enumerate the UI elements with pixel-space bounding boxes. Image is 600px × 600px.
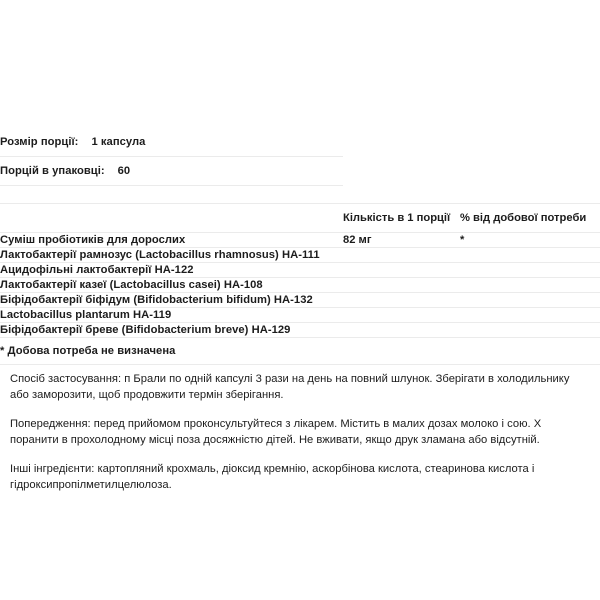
ingredient-daily-value [460, 293, 600, 308]
column-header-ingredient [0, 204, 343, 233]
serving-size-amount-spacer [343, 128, 460, 157]
ingredient-name: Лактобактерії рамнозус (Lactobacillus rhamnosus) HA-111 [0, 249, 320, 261]
ingredient-amount [343, 278, 460, 293]
warning-paragraph: Попередження: перед прийомом проконсультуйтеся з лікарем. Містить в малих дозах молоко і сою. Х поранити в прохолодному місці поза досяжністю дітей. Не вживати, якщо друк зламана або відсутній. [10, 418, 542, 446]
ingredient-name: Біфідобактерії бреве (Bifidobacterium breve) HA-129 [0, 324, 291, 336]
servings-per-container-cell [0, 157, 343, 186]
servings-per-container-value: 60 [117, 165, 131, 177]
ingredient-name: Ацидофільні лактобактерії HA-122 [0, 264, 194, 276]
ingredient-amount [343, 308, 460, 323]
footnote-dv-spacer [460, 338, 600, 365]
servings-dv-spacer [460, 157, 600, 186]
ingredient-daily-value [460, 308, 600, 323]
supplement-facts-table [0, 128, 600, 365]
product-copy-block [10, 372, 590, 493]
serving-size-dv-spacer [460, 128, 600, 157]
ingredient-name: Лактобактерії казеї (Lactobacillus casei) HA-108 [0, 279, 263, 291]
table-row [0, 263, 600, 278]
spacer-cell-1 [0, 186, 343, 204]
daily-value-footnote: * Добова потреба не визначена [0, 338, 343, 365]
ingredient-daily-value [460, 263, 600, 278]
ingredient-name: Lactobacillus plantarum HA-119 [0, 309, 172, 321]
serving-size-label: Розмір порції: [0, 136, 79, 148]
table-row [0, 248, 600, 263]
spacer-cell-3 [460, 186, 600, 204]
table-header-row [0, 204, 600, 233]
ingredient-daily-value [460, 278, 600, 293]
column-header-percent-daily-value: % від добової потреби [460, 204, 600, 233]
table-row [0, 323, 600, 338]
table-row-servings-per-container [0, 157, 600, 186]
table-row [0, 308, 600, 323]
ingredient-daily-value [460, 323, 600, 338]
servings-per-container-label: Порцій в упаковці: [0, 165, 105, 177]
other-ingredients-paragraph: Інші інгредієнти: картопляний крохмаль, діоксид кремнію, аскорбінова кислота, стеаринова кислота і гідроксипропілметилцелюлоза. [10, 463, 535, 491]
table-spacer-row [0, 186, 600, 204]
table-row-serving-size [0, 128, 600, 157]
spacer-cell-2 [343, 186, 460, 204]
directions-paragraph: Спосіб застосування: п Брали по одній капсулі 3 рази на день на повний шлунок. Зберігати в холодильнику або заморозити, щоб продовжити термін зберігання. [10, 373, 570, 401]
ingredient-amount [343, 263, 460, 278]
ingredient-amount [343, 293, 460, 308]
ingredient-daily-value [460, 248, 600, 263]
ingredient-amount: 82 мг [343, 234, 372, 246]
ingredient-name: Суміш пробіотиків для дорослих [0, 234, 186, 246]
ingredient-name: Біфідобактерії біфідум (Bifidobacterium bifidum) HA-132 [0, 294, 313, 306]
ingredient-daily-value: * [460, 234, 465, 246]
serving-size-value: 1 капсула [91, 136, 146, 148]
ingredient-amount [343, 248, 460, 263]
table-row [0, 278, 600, 293]
ingredient-amount [343, 323, 460, 338]
table-row-footnote [0, 338, 600, 365]
column-header-amount-per-serving: Кількість в 1 порції [343, 204, 460, 233]
table-row [0, 293, 600, 308]
footnote-amount-spacer [343, 338, 460, 365]
serving-size-cell [0, 128, 343, 157]
servings-amount-spacer [343, 157, 460, 186]
table-row [0, 233, 600, 248]
